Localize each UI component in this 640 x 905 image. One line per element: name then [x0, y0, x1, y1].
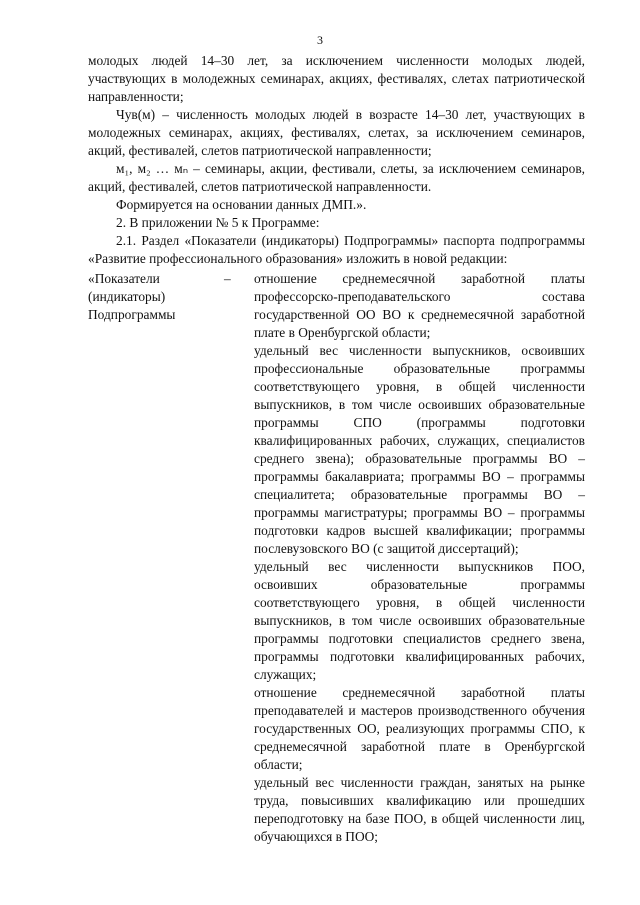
indicator-item: удельный вес численности выпускников, освоивших профессиональные образовательные программы соответствующего уровня, в общей численности выпускников, в том числе освоивших образовательные программы СПО (программы подготовки квалифицированных рабочих, служащих, специалистов среднего звена); образовательные программы ВО – программы бакалавриата; программы ВО – программы специалитета; образовательные программы ВО – программы магистратуры; программы ВО – программы подготовки кадров высшей квалификации; программы послевузовского ВО (с защитой диссертаций); — [254, 343, 585, 556]
definition-label: «Показатели (индикаторы) Подпрограммы — [88, 271, 176, 322]
indicator-item: отношение среднемесячной заработной платы профессорско-преподавательского состава государственной ОО ВО к среднемесячной заработной плате в Оренбургской области; — [254, 271, 585, 340]
paragraph-5: 2. В приложении № 5 к Программе: — [116, 215, 320, 230]
paragraph-4: Формируется на основании данных ДМП.». — [116, 197, 367, 212]
page-number: 3 — [317, 33, 323, 47]
paragraph-6: 2.1. Раздел «Показатели (индикаторы) Подпрограммы» паспорта подпрограммы «Развитие профессионального образования» изложить в новой редакции: — [88, 233, 585, 266]
definition-items — [254, 270, 585, 846]
indicator-item: удельный вес численности выпускников ПОО, освоивших образовательные программы соответствующего уровня, в общей численности выпускников, в том числе освоивших образовательные программы подготовки специалистов среднего звена, программы подготовки квалифицированных рабочих, служащих; — [254, 559, 585, 682]
paragraph-3: м₁, м₂ … мₙ – семинары, акции, фестивали, слеты, за исключением семинаров, акций, фестивалей, слетов патриотической направленности. — [88, 161, 585, 194]
indicator-item: отношение среднемесячной заработной платы преподавателей и мастеров производственного обучения государственных ОО, реализующих программы СПО, к среднемесячной заработной плате в Оренбургской области; — [254, 685, 585, 772]
indicator-item: удельный вес численности граждан, занятых на рынке труда, повысивших квалификацию или прошедших переподготовку на базе ПОО, в общей численности лиц, обучающихся в ПОО; — [254, 775, 585, 844]
paragraph-2: Чув(м) – численность молодых людей в возрасте 14–30 лет, участвующих в молодежных семинарах, акциях, фестивалях, слетах, за исключением семинаров, акций, фестивалей, слетов патриотической направленности; — [88, 107, 585, 158]
definition-dash: – — [224, 271, 231, 286]
document-body — [88, 52, 585, 846]
indicators-definition — [88, 270, 585, 846]
paragraph-1: молодых людей 14–30 лет, за исключением численности молодых людей, участвующих в молодежных семинарах, акциях, фестивалях, слетах патриотической направленности; — [88, 53, 585, 104]
